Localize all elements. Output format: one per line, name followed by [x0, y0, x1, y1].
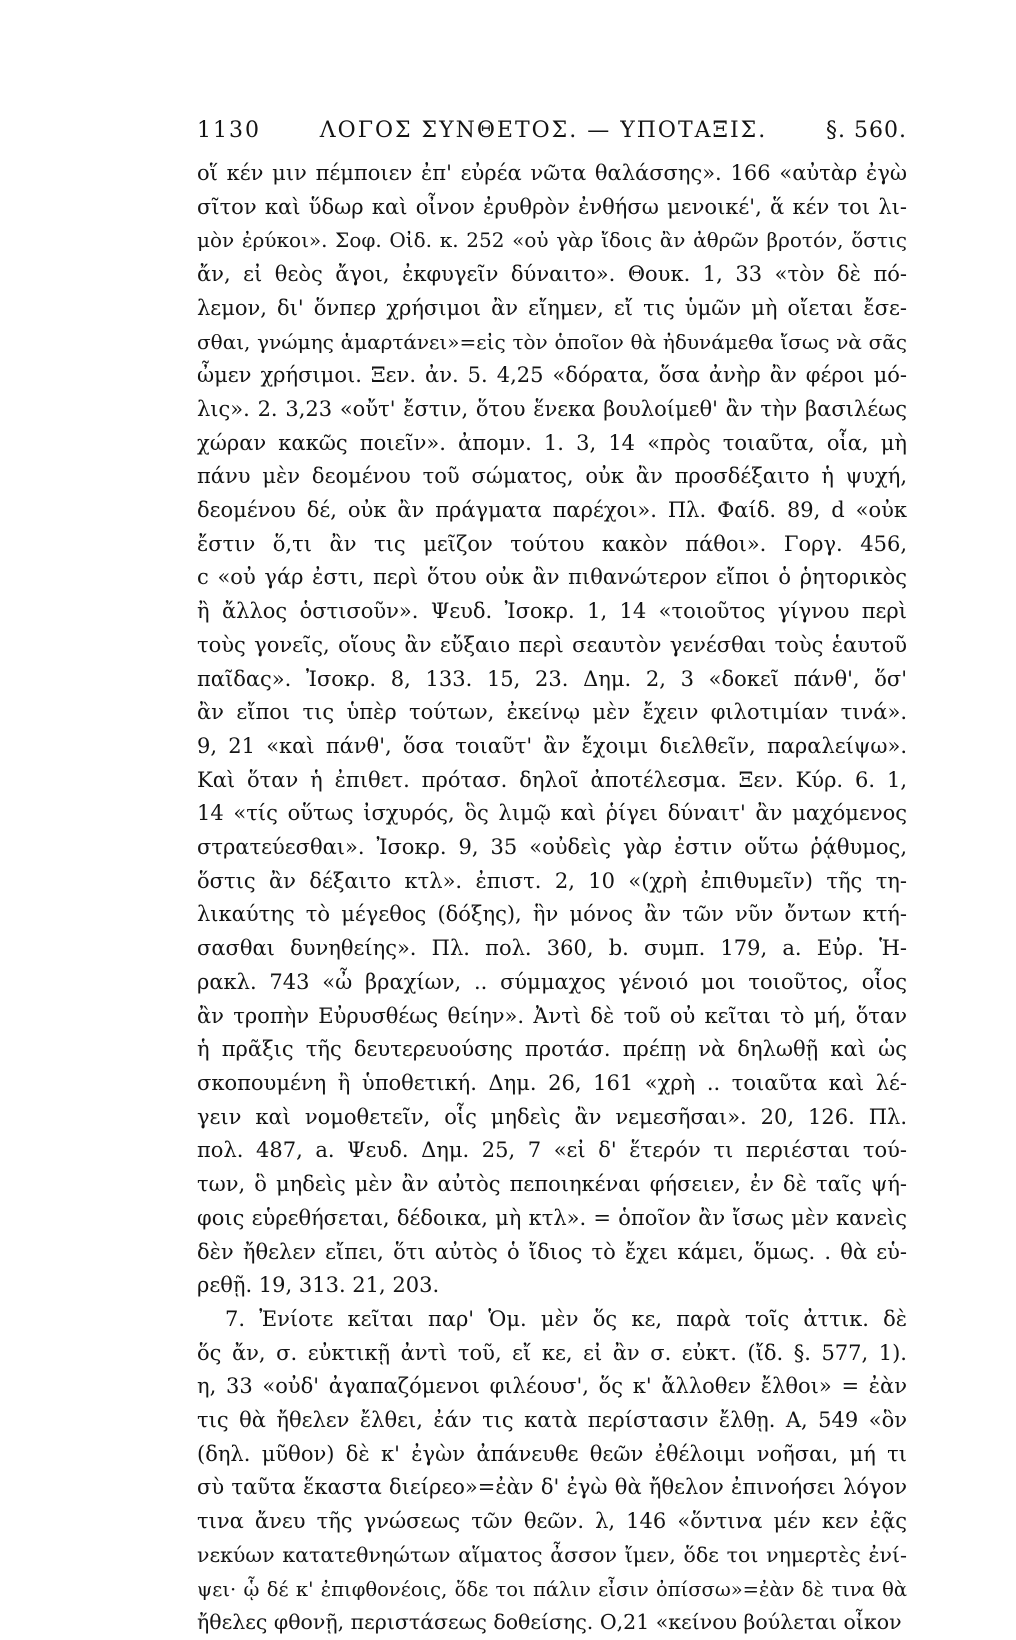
book-page [197, 118, 907, 1635]
page-number: 1130 [197, 118, 261, 143]
section-reference: §. 560. [826, 118, 907, 143]
text-line: χώραν κακῶς ποιεῖν». ἀπομν. 1. 3, 14 «πρὸς τοιαῦτα, οἷα, μὴ [197, 430, 907, 455]
text-line: σκοπουμένη ἢ ὑποθετική. Δημ. 26, 161 «χρὴ .. τοιαῦτα καὶ λέ- [197, 1070, 907, 1095]
text-line: ὦμεν χρήσιμοι. Ξεν. ἀν. 5. 4,25 «δόρατα, ὅσα ἀνὴρ ἂν φέροι μό- [197, 363, 907, 388]
text-line: λις». 2. 3,23 «οὔτ' ἔστιν, ὅτου ἕνεκα βουλοίμεθ' ἂν τὴν βασιλέως [197, 396, 907, 421]
text-line: 14 «τίς οὕτως ἰσχυρός, ὃς λιμῷ καὶ ῥίγει δύναιτ' ἂν μαχόμενος [197, 801, 907, 826]
text-line: οἵ κέν μιν πέμποιεν ἐπ' εὐρέα νῶτα θαλάσσης». 166 «αὐτὰρ ἐγὼ [197, 161, 907, 185]
text-line: ἔστιν ὅ,τι ἂν τις μεῖζον τούτου κακὸν πάθοι». Γοργ. 456, [197, 531, 907, 556]
text-line: φοις εὑρεθήσεται, δέδοικα, μὴ κτλ». = ὁποῖον ἂν ἴσως μὲν κανεὶς [197, 1205, 907, 1230]
text-line: σῖτον καὶ ὕδωρ καὶ οἶνον ἐρυθρὸν ἐνθήσω μενοικέ', ἅ κέν τοι λι- [197, 194, 907, 219]
text-line: ρεθῇ. 19, 313. 21, 203. [197, 1273, 440, 1298]
text-line: (δηλ. μῦθον) δὲ κ' ἐγὼν ἀπάνευθε θεῶν ἐθέλοιμι νοῆσαι, μή τι [197, 1441, 907, 1466]
text-line: ἡ πρᾶξις τῆς δευτερευούσης προτάσ. πρέπῃ νὰ δηλωθῇ καὶ ὡς [197, 1037, 907, 1062]
text-line: λεμον, δι' ὅνπερ χρήσιμοι ἂν εἴημεν, εἴ τις ὑμῶν μὴ οἴεται ἔσε- [197, 295, 907, 320]
text-line: τοὺς γονεῖς, οἵους ἂν εὔξαιο περὶ σεαυτὸν γενέσθαι τοὺς ἑαυτοῦ [197, 632, 907, 657]
text-line: ὅς ἄν, σ. εὐκτικῇ ἀντὶ τοῦ, εἴ κε, εἰ ἂν σ. εὐκτ. (ἴδ. §. 577, 1). [197, 1340, 907, 1365]
running-head [197, 118, 907, 143]
text-line: ἂν τροπὴν Εὐρυσθέως θείην». Ἀντὶ δὲ τοῦ οὐ κεῖται τὸ μή, ὅταν [197, 1003, 907, 1028]
running-title: ΛΟΓΟΣ ΣΥΝΘΕΤΟΣ. — ΥΠΟΤΑΞΙΣ. [319, 118, 768, 143]
text-line: λικαύτης τὸ μέγεθος (δόξης), ἣν μόνος ἂν τῶν νῦν ὄντων κτή- [197, 902, 907, 927]
text-line: ἂν εἴποι τις ὑπὲρ τούτων, ἐκείνῳ μὲν ἔχειν φιλοτιμίαν τινά». [197, 700, 907, 725]
text-line: ψει· ᾧ δέ κ' ἐπιφθονέοις, ὅδε τοι πάλιν εἶσιν ὀπίσσω»=ἐὰν δὲ τινα θὰ [197, 1577, 907, 1601]
text-line: ὅστις ἂν δέξαιτο κτλ». ἐπιστ. 2, 10 «(χρὴ ἐπιθυμεῖν) τῆς τη- [197, 868, 907, 893]
text-line: ρακλ. 743 «ὦ βραχίων, .. σύμμαχος γένοιό μοι τοιοῦτος, οἷος [197, 969, 907, 994]
text-line: μὸν ἐρύκοι». Σοφ. Οἰδ. κ. 252 «οὐ γὰρ ἴδοις ἂν ἀθρῶν βροτόν, ὅστις [197, 228, 907, 253]
text-line: γειν καὶ νομοθετεῖν, οἷς μηδεὶς ἂν νεμεσῆσαι». 20, 126. Πλ. [197, 1104, 907, 1129]
text-line: 7. Ἐνίοτε κεῖται παρ' Ὁμ. μὲν ὅς κε, παρὰ τοῖς ἀττικ. δὲ [225, 1306, 907, 1331]
text-line: ἢ ἄλλος ὁστισοῦν». Ψευδ. Ἰσοκρ. 1, 14 «τοιοῦτος γίγνου περὶ [197, 599, 907, 624]
text-line: πολ. 487, a. Ψευδ. Δημ. 25, 7 «εἰ δ' ἕτερόν τι περιέσται τού- [197, 1138, 907, 1163]
text-line: παῖδας». Ἰσοκρ. 8, 133. 15, 23. Δημ. 2, 3 «δοκεῖ πάνθ', ὅσ' [197, 666, 907, 691]
text-line: c «οὐ γάρ ἐστι, περὶ ὅτου οὐκ ἂν πιθανώτερον εἴποι ὁ ῥητορικὸς [197, 565, 907, 590]
text-line: νεκύων κατατεθνηώτων αἵματος ἆσσον ἴμεν, ὅδε τοι νημερτὲς ἐνί- [197, 1542, 907, 1567]
text-line: σασθαι δυνηθείης». Πλ. πολ. 360, b. συμπ. 179, a. Εὐρ. Ἡ- [197, 936, 907, 961]
text-line: Καὶ ὅταν ἡ ἐπιθετ. πρότασ. δηλοῖ ἀποτέλεσμα. Ξεν. Κύρ. 6. 1, [197, 767, 907, 792]
text-line: 9, 21 «καὶ πάνθ', ὅσα τοιαῦτ' ἂν ἔχοιμι διελθεῖν, παραλείψω». [197, 733, 907, 758]
text-line: δὲν ἤθελεν εἴπει, ὅτι αὐτὸς ὁ ἴδιος τὸ ἔχει κάμει, ὅμως. . θὰ εὑ- [197, 1239, 907, 1264]
text-line: στρατεύεσθαι». Ἰσοκρ. 9, 35 «οὐδεὶς γὰρ ἐστιν οὕτω ῥᾴθυμος, [197, 835, 907, 860]
text-line: δεομένου δέ, οὐκ ἂν πράγματα παρέχοι». Πλ. Φαίδ. 89, d «οὐκ [197, 498, 907, 523]
text-line: τινα ἄνευ τῆς γνώσεως τῶν θεῶν. λ, 146 «ὅντινα μέν κεν ἐᾷς [197, 1509, 907, 1534]
text-line: ἄν, εἰ θεὸς ἄγοι, ἐκφυγεῖν δύναιτο». Θουκ. 1, 33 «τὸν δὲ πό- [197, 262, 907, 287]
text-line: πάνυ μὲν δεομένου τοῦ σώματος, οὐκ ἂν προσδέξαιτο ἡ ψυχή, [197, 464, 907, 489]
text-line: ἤθελες φθονῇ, περιστάσεως δοθείσης. Ο,21 «κείνου βούλεται οἶκον [197, 1610, 902, 1635]
body-text [197, 157, 907, 1640]
text-line: σὺ ταῦτα ἕκαστα διείρεο»=ἐὰν δ' ἐγὼ θὰ ἤθελον ἐπινοήσει λόγον [197, 1475, 907, 1500]
text-line: σθαι, γνώμης ἁμαρτάνει»=εἰς τὸν ὁποῖον θὰ ἠδυνάμεθα ἴσως νὰ σᾶς [197, 329, 907, 354]
text-line: των, ὃ μηδεὶς μὲν ἂν αὐτὸς πεποιηκέναι φήσειεν, ἐν δὲ ταῖς ψή- [197, 1172, 907, 1197]
text-line: η, 33 «οὐδ' ἀγαπαζόμενοι φιλέουσ', ὅς κ' ἄλλοθεν ἔλθοι» = ἐὰν [197, 1374, 907, 1399]
text-line: τις θὰ ἤθελεν ἔλθει, ἐάν τις κατὰ περίστασιν ἔλθῃ. Α, 549 «ὃν [197, 1408, 907, 1433]
